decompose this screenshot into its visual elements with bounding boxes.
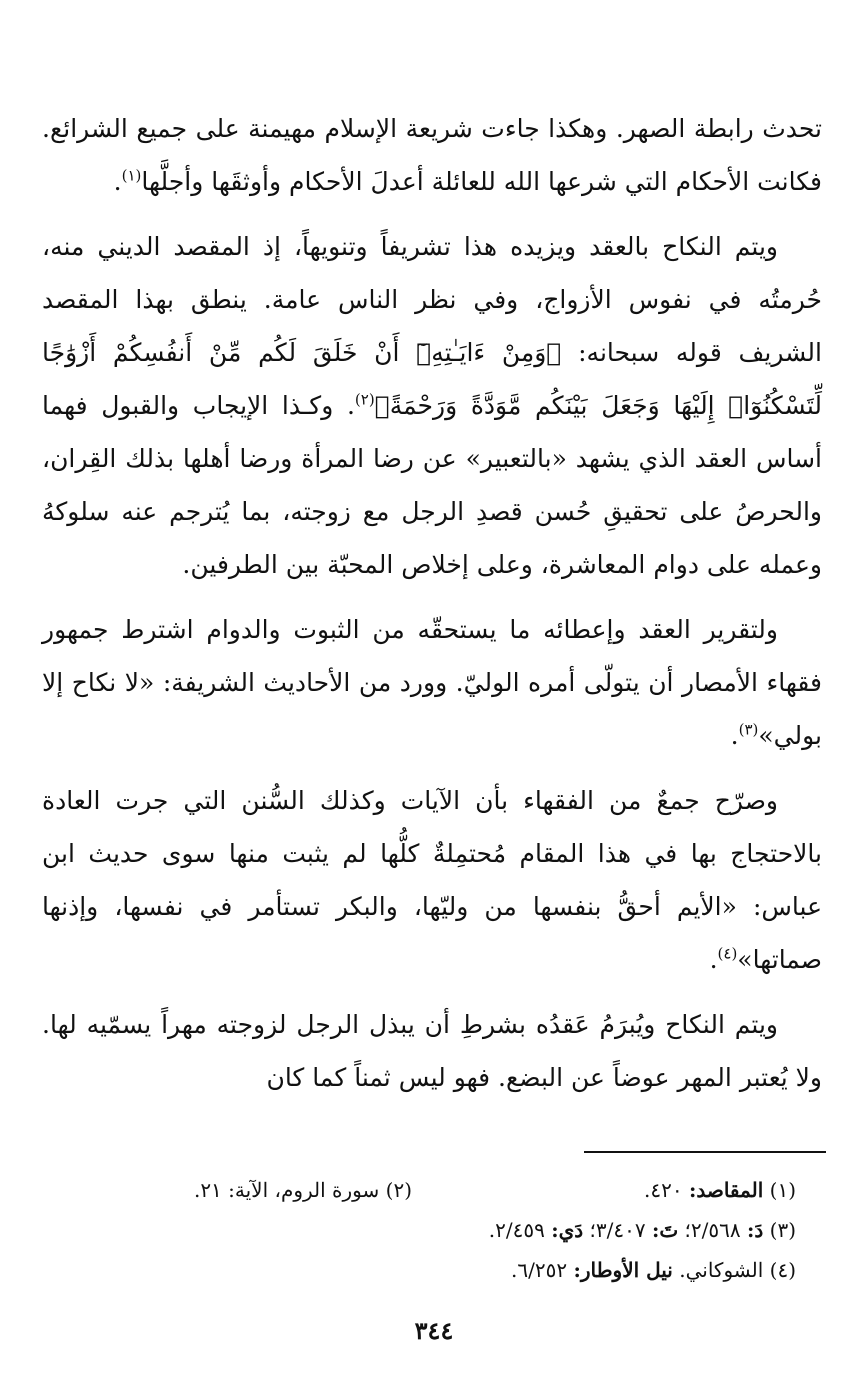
footnote-3-ref-t: ٣/٤٠٧؛ <box>583 1218 652 1242</box>
footnote-4-number: (٤) <box>769 1258 796 1282</box>
page-number: ٣٤٤ <box>414 1316 454 1345</box>
paragraph-1 <box>42 102 822 208</box>
paragraph-text: ولتقرير العقد وإعطائه ما يستحقّه من الثبوت والدوام اشترط جمهور فقهاء الأمصار أن يتولّى أمره الوليّ. وورد من الأحاديث الشريفة: «لا نكاح إلا بولي» <box>42 615 822 750</box>
footnote-1-page: ٤٢٠. <box>644 1178 689 1202</box>
footnote-ref: (٣) <box>738 720 759 739</box>
main-text <box>42 102 822 1116</box>
footnote-ref: (١) <box>121 166 142 185</box>
footnote-4 <box>511 1250 796 1290</box>
paragraph-5 <box>42 998 822 1104</box>
footnote-ref: (٢) <box>354 390 375 409</box>
paragraph-4 <box>42 774 822 986</box>
footnote-2 <box>194 1170 412 1210</box>
paragraph-text: . <box>113 167 122 196</box>
footnote-1-source: المقاصد: <box>688 1178 764 1202</box>
footnote-4-author: الشوكاني. <box>672 1258 770 1282</box>
paragraph-text: ويتم النكاح بالعقد ويزيده هذا تشريفاً وتنويهاً، إذ المقصد الديني منه، حُرمتُه في نفوس الأزواج، وفي نظر الناس عامة. ينطق بهذا المقصد الشريف قوله سبحانه: <box>42 232 822 367</box>
footnote-3-source-t: تَ: <box>651 1218 679 1242</box>
footnotes <box>36 1170 796 1290</box>
footnote-row-2 <box>36 1210 796 1250</box>
footnote-3 <box>489 1210 796 1250</box>
paragraph-2 <box>42 220 822 591</box>
paragraph-text: وصرّح جمعٌ من الفقهاء بأن الآيات وكذلك السُّنن التي جرت العادة بالاحتجاج بها في هذا المقام مُحتمِلةٌ كلُّها لم يثبت منها سوى حديث ابن عباس: «الأيم أحقُّ بنفسها من وليّها، والبكر تستأمر في نفسها، وإذنها صماتها» <box>42 786 822 974</box>
footnote-ref: (٤) <box>717 944 738 963</box>
footnote-row-1 <box>36 1170 796 1210</box>
paragraph-text: . <box>709 945 718 974</box>
paragraph-text: ويتم النكاح ويُبرَمُ عَقدُه بشرطِ أن يبذل الرجل لزوجته مهراً يسمّيه لها. ولا يُعتبر المهر عوضاً عن البضع. فهو ليس ثمناً كما كان <box>42 1010 822 1092</box>
footnote-4-source: نيل الأوطار: <box>573 1258 673 1282</box>
footnote-3-ref-dy: ٢/٤٥٩. <box>488 1218 552 1242</box>
footnote-3-ref-d: ٢/٥٦٨؛ <box>678 1218 747 1242</box>
footnote-3-number: (٣) <box>769 1218 796 1242</box>
paragraph-3 <box>42 603 822 762</box>
footnote-3-source-d: دَ: <box>746 1218 764 1242</box>
footnote-1 <box>412 1170 796 1210</box>
footnote-row-3 <box>36 1250 796 1290</box>
footnote-2-text: (٢) سورة الروم، الآية: ٢١. <box>193 1178 412 1202</box>
footnote-3-source-dy: دَي: <box>551 1218 584 1242</box>
paragraph-text: . <box>730 721 739 750</box>
paragraph-text: تحدث رابطة الصهر. وهكذا جاءت شريعة الإسلام مهيمنة على جميع الشرائع. فكانت الأحكام التي شرعها الله للعائلة أعدلَ الأحكام وأوثقَها وأجلَّها <box>42 114 822 196</box>
footnote-separator <box>584 1151 826 1153</box>
paragraph-text: . وكـذا الإيجاب والقبول فهما أساس العقد الذي يشهد «بالتعبير» عن رضا المرأة ورضا أهلها بذلك القِران، والحرصُ على تحقيقِ حُسن قصدِ الرجل مع زوجته، بما يُترجم عنه سلوكهُ وعمله على دوام المعاشرة، وعلى إخلاص المحبّة بين الطرفين. <box>42 391 822 579</box>
footnote-1-number: (١) <box>769 1178 796 1202</box>
quran-verse: ﴿وَمِنْ ءَايَـٰتِهِۦٓ أَنْ خَلَقَ لَكُم مِّنْ أَنفُسِكُمْ أَزْوَٰجًا لِّتَسْكُنُوٓا۟ إِلَيْهَا وَجَعَلَ بَيْنَكُم مَّوَدَّةً وَرَحْمَةً﴾ <box>42 338 822 420</box>
footnote-4-ref: ٦/٢٥٢. <box>511 1258 574 1282</box>
